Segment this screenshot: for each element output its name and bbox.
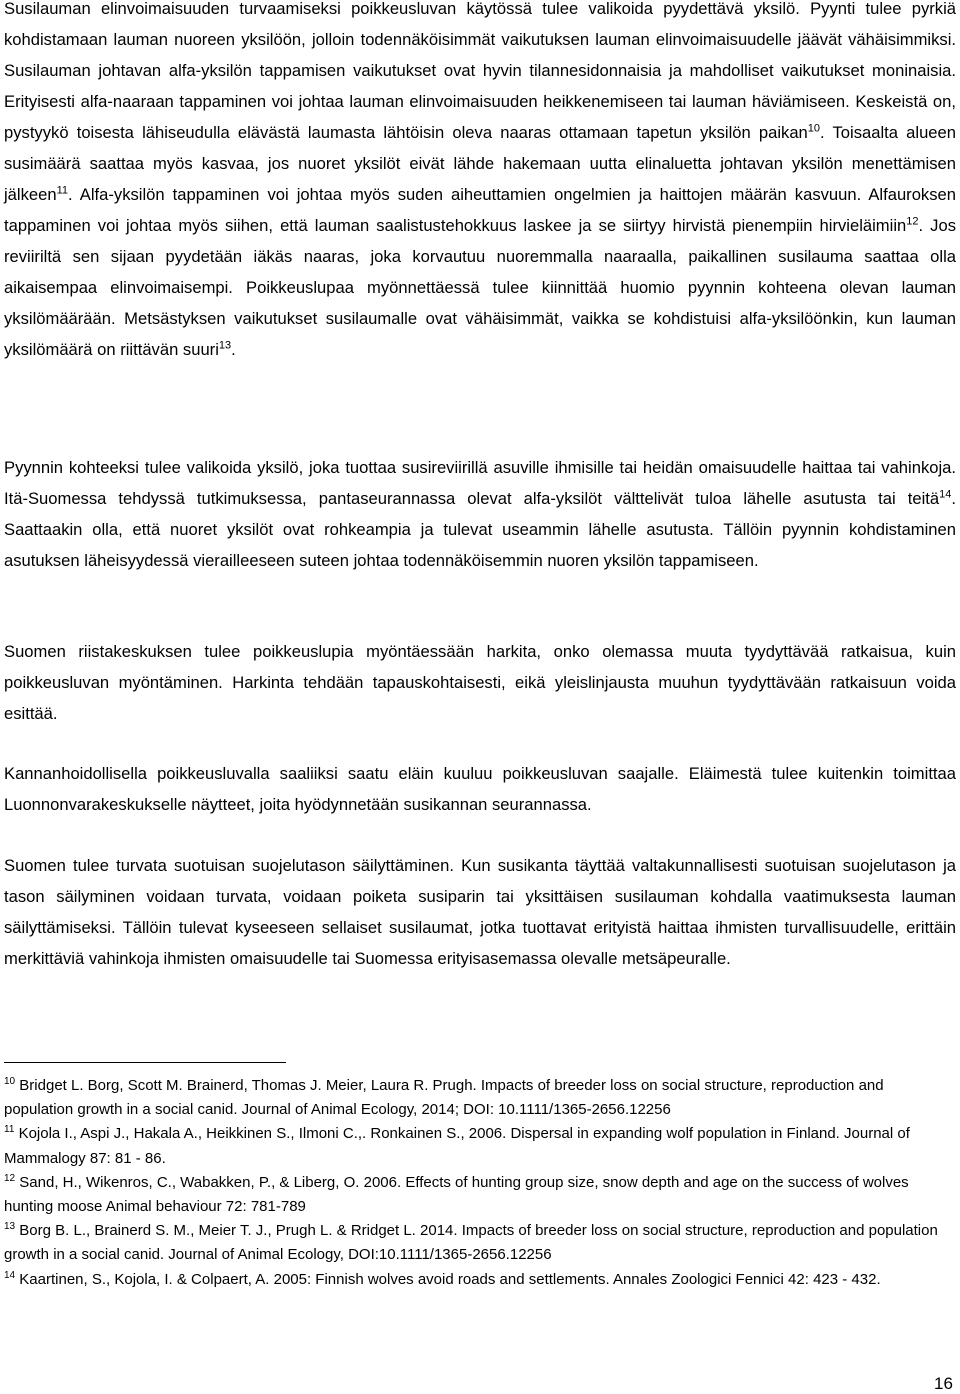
paragraph-text: . Saattaakin olla, että nuoret yksilöt ovat rohkeampia ja tulevat useammin lähelle asutusta. Tällöin pyynnin kohdistaminen asutuksen läheisyydessä vierailleeseen suteen johtaa todennäköisemmin nuoren yksilön tappamiseen. (4, 489, 956, 570)
footnote-text: Kojola I., Aspi J., Hakala A., Heikkinen S., Ilmoni C.,. Ronkainen S., 2006. Dispersal in expanding wolf population in Finland. Journal of Mammalogy 87: 81 - 86. (4, 1125, 910, 1167)
footnote-separator (4, 1062, 286, 1063)
paragraph-text: Pyynnin kohteeksi tulee valikoida yksilö, joka tuottaa susireviirillä asuville ihmisille tai heidän omaisuudelle haittaa tai vahinkoja. Itä-Suomessa tehdyssä tutkimuksessa, pantaseurannassa olevat alfa-yksilöt välttelivät tuloa lähelle asutusta tai teitä (4, 458, 956, 508)
footnote-ref-10: 10 (807, 122, 821, 135)
paragraph-text: . (231, 340, 236, 359)
footnote-text: Kaartinen, S., Kojola, I. & Colpaert, A. 2005: Finnish wolves avoid roads and settlements. Annales Zoologici Fennici 42: 423 - 432. (19, 1270, 881, 1288)
footnote-ref-11: 11 (56, 184, 69, 197)
footnote-12 (4, 1171, 954, 1219)
paragraph-text: . Toisaalta alueen susimäärä saattaa myös kasvaa, jos nuoret yksilöt eivät lähde hakemaan uutta elinaluetta johtavan yksilön menettämisen jälkeen (4, 123, 956, 204)
footnote-number: 10 (4, 1076, 16, 1087)
paragraph-alternative-solution: Suomen riistakeskuksen tulee poikkeuslupia myöntäessään harkita, onko olemassa muuta tyydyttävää ratkaisua, kuin poikkeusluvan myöntäminen. Harkinta tehdään tapauskohtaisesti, eikä yleislinjausta muuhun tyydyttävään ratkaisuun voida esittää. (4, 642, 956, 723)
footnote-14 (4, 1268, 954, 1292)
page-number: 16 (934, 1374, 953, 1393)
paragraph-text: . Jos reviiriltä sen sijaan pyydetään iäkäs naaras, joka korvautuu nuoremmalla naaraalla, paikallinen susilauma saattaa olla aikaisempaa elinvoimaisempi. Poikkeuslupaa myönnettäessä tulee kiinnittää huomio pyynnin kohteena olevan lauman yksilömäärään. Metsästyksen vaikutukset susilaumalle ovat vähäisimmät, vaikka se kohdistuisi alfa-yksilöönkin, kun lauman yksilömäärä on riittävän suuri (4, 216, 956, 359)
footnote-13 (4, 1219, 954, 1267)
paragraph-text: . Alfa-yksilön tappaminen voi johtaa myös suden aiheuttamien ongelmien ja haittojen määrän kasvuun. Alfauroksen tappaminen voi johtaa myös siihen, että lauman saalistustehokkuus laskee ja se siirtyy hirvistä pienempiin hirvieläimiin (4, 185, 956, 235)
footnote-ref-14: 14 (939, 488, 952, 501)
footnote-ref-12: 12 (906, 215, 919, 228)
footnote-11 (4, 1122, 954, 1170)
footnote-text: Borg B. L., Brainerd S. M., Meier T. J., Prugh L. & Rridget L. 2014. Impacts of breeder loss on social structure, reproduction and population growth in a social canid. Journal of Animal Ecology, DOI:10.1111/1365-2656.12256 (4, 1222, 938, 1264)
footnotes (4, 1074, 954, 1292)
footnote-text: Bridget L. Borg, Scott M. Brainerd, Thomas J. Meier, Laura R. Prugh. Impacts of breeder loss on social structure, reproduction and population growth in a social canid. Journal of Animal Ecology, 2014; DOI: 10.1111/1365-2656.12256 (4, 1077, 884, 1119)
footnote-number: 14 (4, 1269, 16, 1281)
paragraph-conservation-status: Suomen tulee turvata suotuisan suojelutason säilyttäminen. Kun susikanta täyttää valtakunnallisesti suotuisan suojelutason ja tason säilyminen voidaan turvata, voidaan poiketa susiparin tai yksittäisen susilauman kohdalla vaatimuksesta lauman säilyttämiseksi. Tällöin tulevat kyseeseen sellaiset susilaumat, jotka tuottavat erityistä haittaa ihmisten turvallisuudelle, erittäin merkittäviä vahinkoja ihmisten omaisuudelle tai Suomessa erityisasemassa olevalle metsäpeuralle. (4, 856, 956, 968)
paragraph-text: Susilauman elinvoimaisuuden turvaamiseksi poikkeusluvan käytössä tulee valikoida pyydettävä yksilö. Pyynti tulee pyrkiä kohdistamaan lauman nuoreen yksilöön, jolloin todennäköisimmät vaikutuksen lauman elinvoimaisuudelle jäävät vähäisimmiksi. Susilauman johtavan alfa-yksilön tappamisen vaikutukset ovat hyvin tilannesidonnaisia ja mahdolliset vaikutukset moninaisia. Erityisesti alfa-naaraan tappaminen voi johtaa lauman elinvoimaisuuden heikkenemiseen tai lauman häviämiseen. Keskeistä on, pystyykö toisesta lähiseudulla elävästä laumasta lähtöisin oleva naaras ottamaan tapetun yksilön paikan (4, 0, 956, 142)
footnote-ref-13: 13 (218, 339, 232, 352)
paragraph-pack-viability (4, 0, 956, 365)
footnote-number: 13 (4, 1221, 16, 1233)
paragraph-catch-ownership: Kannanhoidollisella poikkeusluvalla saaliiksi saatu eläin kuuluu poikkeusluvan saajalle. Eläimestä tulee kuitenkin toimittaa Luonnonvarakeskukselle näytteet, joita hyödynnetään susikannan seurannassa. (4, 764, 956, 814)
paragraph-target-selection (4, 452, 956, 576)
footnote-10 (4, 1074, 954, 1122)
footnote-number: 11 (4, 1124, 15, 1136)
footnote-text: Sand, H., Wikenros, C., Wabakken, P., & Liberg, O. 2006. Effects of hunting group size, snow depth and age on the success of wolves hunting moose Animal behaviour 72: 781-789 (4, 1173, 909, 1216)
footnote-number: 12 (4, 1172, 16, 1184)
